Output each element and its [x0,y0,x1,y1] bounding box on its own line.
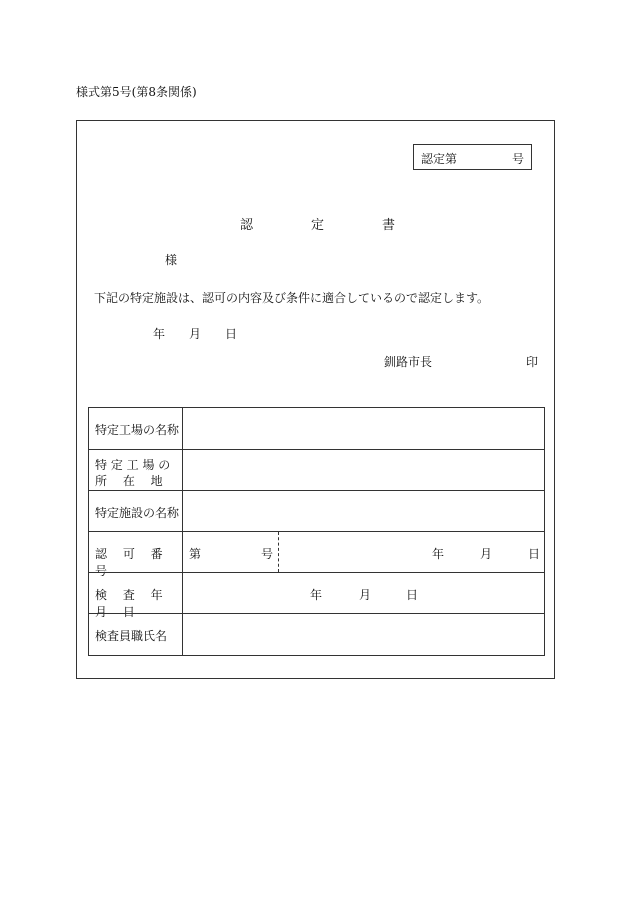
cert-number-suffix: 号 [511,152,524,166]
date-day: 日 [225,327,238,341]
body-text: 下記の特定施設は、認可の内容及び条件に適合しているので認定します。 [94,291,490,305]
table-row [89,531,544,578]
table-row [89,449,544,490]
cert-number-prefix: 認定第 [421,152,458,166]
permit-date-month: 月 [480,547,493,561]
dashed-divider [278,532,279,572]
factory-location-label-line2: 所 在 地 [95,474,163,488]
date-year: 年 [153,327,166,341]
permit-number-suffix: 号 [261,547,274,561]
form-number-label: 様式第5号(第8条関係) [76,85,197,99]
table-row [89,613,544,655]
permit-number-prefix: 第 [189,547,202,561]
table-row [89,572,544,619]
facility-name-label: 特定施設の名称 [95,506,180,520]
table-label-cell [89,532,183,578]
table-label-cell [89,614,183,655]
table-label-cell [89,408,183,449]
permit-date-day: 日 [528,547,541,561]
table-label-cell [89,491,183,531]
table-label-cell [89,450,183,490]
permit-date-year: 年 [432,547,445,561]
addressee-suffix: 様 [165,253,178,267]
details-table [88,407,545,656]
inspection-date-label: 検 査 年 月 日 [95,588,169,619]
table-label-cell [89,573,183,619]
factory-location-label-line1: 特 定 工 場 の [95,458,171,472]
seal-mark: 印 [526,355,539,369]
inspection-date-day: 日 [406,588,419,602]
certification-number-box [413,144,532,170]
factory-name-label: 特定工場の名称 [95,423,180,437]
inspection-date-year: 年 [310,588,323,602]
title-char-3: 書 [382,218,396,233]
table-row [89,408,544,449]
date-month: 月 [189,327,202,341]
inspector-name-label: 検査員職氏名 [95,629,168,643]
title-char-2: 定 [311,218,325,233]
table-row [89,490,544,531]
title-char-1: 認 [240,218,254,233]
issuer-name: 釧路市長 [384,355,433,369]
permit-number-label: 認 可 番 号 [95,547,169,578]
inspection-date-month: 月 [359,588,372,602]
